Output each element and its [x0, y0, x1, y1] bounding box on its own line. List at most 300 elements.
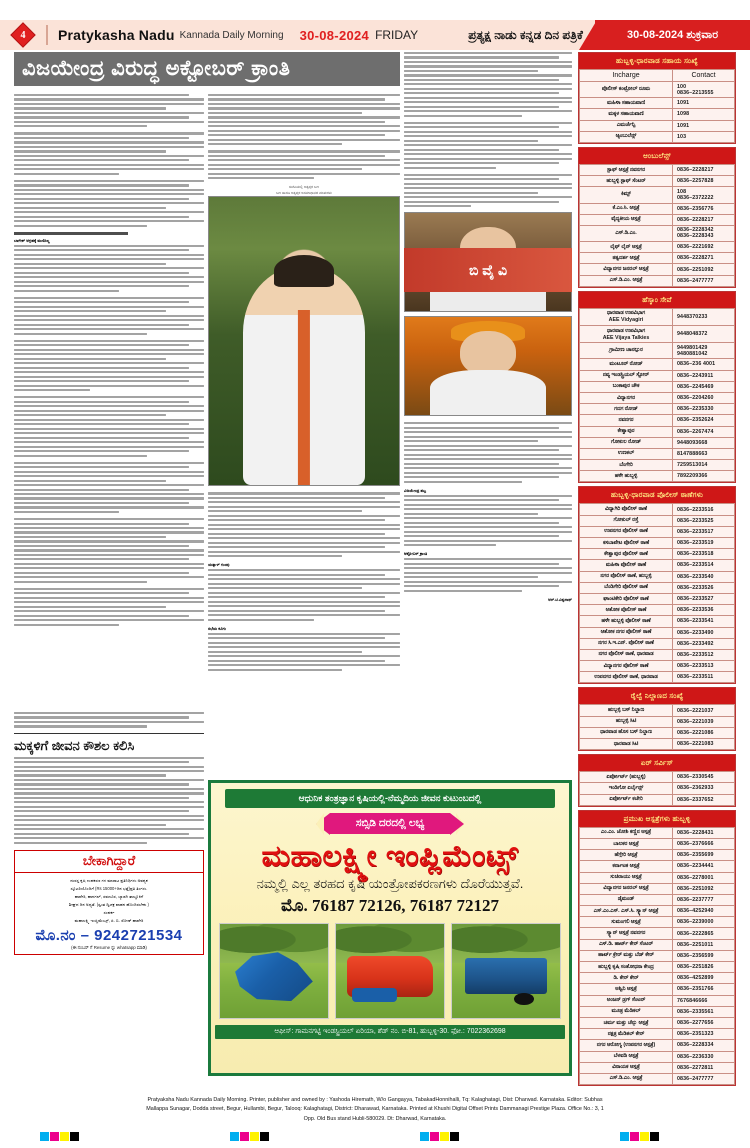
directory-entry-number[interactable]: 0836–2277656: [673, 1017, 735, 1028]
ad-description: ನಮ್ಮಲ್ಲಿ ಎಲ್ಲ ತರಹದ ಕೃಷಿ ಯಂತ್ರೋಪಕರಣಗಳು ದೊರೆಯುತ್ತವೆ.: [256, 876, 524, 891]
body-paragraph: [14, 518, 204, 583]
directory-row: [580, 275, 735, 286]
directory-section-title: ಏರ್ ಸರ್ವಿಸ್: [579, 755, 735, 771]
directory-entry-number[interactable]: 1091: [673, 98, 735, 109]
photo-banner-overlay: ಬಿ ವೈ ವಿ: [404, 248, 572, 292]
page-number: 4: [20, 29, 26, 41]
directory-row: [580, 264, 735, 275]
directory-entry-name: ಡಿ. ಕೇರ್ ಕೇರ್: [580, 973, 673, 984]
directory-entry-name: ಸ್ಟಾಫ್ ಆಸ್ಪತ್ರೆ ನವನಗರ: [580, 164, 673, 175]
paper-title-kannada: ಪ್ರತ್ಯಕ್ಷ ನಾಡು ಕನ್ನಡ ದಿನ ಪತ್ರಿಕೆ: [468, 27, 583, 42]
imprint-line-1: Pratyaksha Nadu Kannada Daily Morning. Printer, publisher and owned by : Yashoda Hiremath, W/o Gangayya, TabakadHonnihalli, Tq: Kalaghatagi, Dist: Dharwad. Karnataka. Editor: Subhas: [147, 1096, 603, 1103]
directory-row: [580, 672, 735, 683]
directory-entry-name: ನಗರ ಆರೋಗ್ಯ (ಉಪನಗರ ಆಸ್ಪತ್ರೆ): [580, 1040, 673, 1051]
directory-entry-number[interactable]: 7259513014: [673, 460, 735, 471]
directory-entry-number[interactable]: 0836–2233514: [673, 560, 735, 571]
directory-section: [578, 687, 736, 751]
body-paragraph: [404, 174, 572, 207]
classified-line-1: ದುರಸ್ತ ಕೃಷಿ ಉಪಕರಣ ಗಳ ಮಾರಾಟ ಪ್ರತಿನಿಧಿಗಳು ಅವಶ್ಯಕ: [70, 877, 148, 883]
directory-row: [580, 661, 735, 672]
photo-caption-top: ಬಿಜೆಪಿಯಲ್ಲಿ ಅತೃಪ್ತರ ಬಣ: [288, 185, 320, 190]
directory-row: [580, 437, 735, 448]
body-paragraph: [14, 245, 204, 292]
directory-entry-name: ಎಸ್.ಡಿ.ಎಂ. ಆಸ್ಪತ್ರೆ: [580, 275, 673, 286]
body-paragraph: [14, 94, 204, 127]
issue-day: FRIDAY: [375, 28, 419, 42]
article-subhead: ಯತ್ನಾಳ್ ಗುಂಪು: [208, 562, 230, 568]
body-paragraph: [208, 492, 400, 557]
directory-entry-number[interactable]: 9448370233: [673, 308, 735, 325]
directory-entry-name: ಬೆಂಗೇರಿ: [580, 460, 673, 471]
ad-subsidy-ribbon: [330, 813, 451, 834]
directory-entry-name: ಚರ್ಮ ಮತ್ತು ಚೆನ್ನು ಆಸ್ಪತ್ರೆ: [580, 1017, 673, 1028]
ad-address-footer: ಆಫೀಸ್: ಗಾಮನಗಟ್ಟಿ ಇಂಡಸ್ಟ್ರಿಯಲ್ ಏರಿಯಾ, ಶೆಡ್ ನಂ. ಬಿ-81, ಹುಬ್ಬಳ್ಳಿ-30. ಫೋ.: 7022362698: [215, 1025, 565, 1039]
column-middle: [208, 94, 400, 676]
body-paragraph: [404, 495, 572, 546]
directory-entry-name: ವಿದ್ಯಾಗಿರಿ ಪೊಲೀಸ್ ಠಾಣೆ: [580, 504, 673, 515]
directory-entry-name: ಅಶ್ವಿನಿ ಆಸ್ಪತ್ರೆ: [580, 984, 673, 995]
body-paragraph: [404, 558, 572, 591]
directory-entry-number[interactable]: 0836–2267474: [673, 426, 735, 437]
directory-table: [579, 308, 735, 483]
directory-row: [580, 82, 735, 98]
directory-section-gap: [578, 1086, 736, 1089]
directory-entry-name: ಮಹಿಳಾ ಪೊಲೀಸ್ ಠಾಣೆ: [580, 560, 673, 571]
directory-entry-number[interactable]: 0836–2251092: [673, 883, 735, 894]
classified-ad-note: (ಈ ನಂಬರ್ ಗೆ Resume ನ್ನು whatsapp ಮಾಡಿ): [71, 944, 147, 950]
directory-row: [580, 973, 735, 984]
directory-entry-name: ನಗರ ಪೊಲೀಸ್ ಠಾಣೆ, ಧಾರವಾಡ: [580, 649, 673, 660]
directory-row: [580, 109, 735, 120]
body-paragraph: [14, 180, 204, 227]
classified-ad-body: [15, 873, 203, 927]
directory-row: [580, 98, 735, 109]
imprint-line-2: Mallappa Sunagar, Dodda street, Begur, Hullambi, Begur, Talooq: Kalaghatagi, District: Dharawad, Karnataka. Printed at Khushi Digital Offset Prints Dammanagi Prestige Plaza. Office No.: 3, 1: [146, 1106, 604, 1113]
directory-entry-number[interactable]: 0836–2221039: [673, 716, 735, 727]
directory-entry-name: ಕಿಮ್ಸ್: [580, 187, 673, 203]
directory-entry-name: ಆಶೋಕ ನಗರ ಪೊಲೀಸ್ ಠಾಣೆ: [580, 627, 673, 638]
directory-entry-name: ಎಮರ್ಜೆನ್ಸಿ: [580, 120, 673, 131]
directory-entry-number[interactable]: 0836–2233516: [673, 504, 735, 515]
directory-entry-name: ವಿದ್ಯಾನಗರ ಜನರಲ್ ಆಸ್ಪತ್ರೆ: [580, 264, 673, 275]
main-advertisement[interactable]: [208, 780, 572, 1076]
directory-entry-name: ಎಂ.ಎಂ. ಜೋಶಿ ಕಣ್ಣಿನ ಆಸ್ಪತ್ರೆ: [580, 827, 673, 838]
directory-entry-number[interactable]: 0836–2257828: [673, 176, 735, 187]
directory-row: [580, 716, 735, 727]
directory-row: [580, 827, 735, 838]
directory-entry-number[interactable]: 0836–2362933: [673, 783, 735, 794]
sidebar-sections: [578, 52, 736, 1089]
directory-entry-number[interactable]: 0836–2221083: [673, 739, 735, 750]
directory-entry-name: ನಗರ ಸಿ.ಇ.ಎನ್. ಪೊಲೀಸ್ ಠಾಣೆ: [580, 638, 673, 649]
directory-entry-number[interactable]: 0836–2239000: [673, 917, 735, 928]
directory-row: [580, 404, 735, 415]
body-paragraph: [14, 340, 204, 391]
lead-photo-tertiary: [404, 316, 572, 416]
directory-entry-name: ಗದಗ ರೋಡ್: [580, 404, 673, 415]
directory-row: [580, 605, 735, 616]
directory-entry-name: ಹೆಗ್ಗೇರಿ ಆಸ್ಪತ್ರೆ: [580, 850, 673, 861]
directory-entry-name: ಸುಚಿರಾಯು ಆಸ್ಪತ್ರೆ: [580, 872, 673, 883]
directory-entry-number[interactable]: 0836–2233541: [673, 616, 735, 627]
directory-section-title: ಹುಬ್ಬಳ್ಳಿ-ಧಾರವಾಡ ಪೊಲೀಸ್ ಠಾಣೆಗಳು: [579, 487, 735, 503]
directory-entry-number[interactable]: 0836–2237777: [673, 894, 735, 905]
body-paragraph: [14, 588, 204, 626]
directory-entry-number[interactable]: 0836–2278001: [673, 872, 735, 883]
directory-row: [580, 727, 735, 738]
directory-entry-number[interactable]: 0836–2251011: [673, 939, 735, 950]
directory-entry-number[interactable]: 0836–2243911: [673, 370, 735, 381]
directory-row: [580, 225, 735, 241]
article-byline: ಆರ್.ಟಿ.ವಿಶ್ವನಾಥ್: [548, 596, 572, 602]
directory-entry-number[interactable]: 0836–2245469: [673, 381, 735, 392]
ad-product-trailer: [451, 923, 561, 1019]
directory-entry-name: ನಕ್ಷತ್ರ ಮೆಡಿಕಲ್ ಕೇರ್: [580, 1029, 673, 1040]
directory-entry-number[interactable]: 0836–2233519: [673, 538, 735, 549]
article-subhead: ವಿಜಯೇಂದ್ರ ಪಟ್ಟ: [404, 487, 426, 493]
directory-table: [579, 827, 735, 1085]
imprint-line-3: Opp. Old Bus stand Hubli-580029. Dt: Dharwad, Karnataka.: [303, 1115, 447, 1122]
directory-entry-number[interactable]: 0836–2233513: [673, 661, 735, 672]
body-paragraph: [404, 122, 572, 169]
directory-row: [580, 308, 735, 325]
directory-entry-number[interactable]: 103: [673, 131, 735, 142]
directory-entry-number[interactable]: 0836–2233527: [673, 593, 735, 604]
directory-row: [580, 253, 735, 264]
directory-row: [580, 392, 735, 403]
directory-entry-number[interactable]: 7676846666: [673, 995, 735, 1006]
directory-entry-number[interactable]: 0836–2330545: [673, 772, 735, 783]
issue-date: 30-08-2024: [299, 27, 370, 43]
directory-entry-number[interactable]: 9448093668: [673, 437, 735, 448]
directory-entry-number[interactable]: 0836–2335561: [673, 1006, 735, 1017]
directory-entry-number[interactable]: 0836–2228271: [673, 253, 735, 264]
directory-section-title: ರೈಲ್ವೆ ನಿಲ್ದಾಣದ ಸಂಖ್ಯೆ: [579, 688, 735, 704]
directory-entry-number[interactable]: 0836–4252899: [673, 973, 735, 984]
directory-entry-number[interactable]: 0836–236 4001: [673, 359, 735, 370]
directory-entry-number[interactable]: 0836–2233492: [673, 638, 735, 649]
directory-entry-name: ಹಳೇ ಹುಬ್ಬಳ್ಳಿ: [580, 471, 673, 482]
classified-line-3: ಹಾವೇರಿ, ಹಾನಗಲ್, ಸವಣೂರ, ಬ್ಯಾಡಗಿ ತಾಲ್ಲೂಕಿಗೆ: [74, 893, 144, 899]
directory-row: [580, 638, 735, 649]
directory-row: [580, 850, 735, 861]
directory-row: [580, 176, 735, 187]
directory-row: [580, 616, 735, 627]
directory-entry-number[interactable]: 0836–2233536: [673, 605, 735, 616]
directory-entry-name: ನಗರ ಪೊಲೀಸ್ ಠಾಣೆ, ಹುಬ್ಬಳ್ಳಿ: [580, 571, 673, 582]
directory-table: [579, 704, 735, 750]
directory-row: [580, 359, 735, 370]
directory-row: [580, 1062, 735, 1073]
directory-entry-number[interactable]: 0836–2233525: [673, 515, 735, 526]
directory-row: [580, 1017, 735, 1028]
directory-entry-number[interactable]: 0836–2228217: [673, 214, 735, 225]
directory-entry-name: ಎಸ್.ಡಿ.ಎಂ.: [580, 225, 673, 241]
directory-section-title: ಆಂಬುಲೆನ್ಸ್: [579, 148, 735, 164]
directory-row: [580, 515, 735, 526]
directory-row: [580, 343, 735, 359]
directory-row: [580, 772, 735, 783]
directory-entry-name: ಅಶೋಕ ಪೊಲೀಸ್ ಠಾಣೆ: [580, 605, 673, 616]
directory-entry-number[interactable]: 108 0836–2372222: [673, 187, 735, 203]
directory-header-row: [580, 70, 735, 82]
directory-entry-number[interactable]: 0836–2233512: [673, 649, 735, 660]
directory-row: [580, 426, 735, 437]
body-paragraph: [208, 569, 400, 620]
directory-entry-name: ಪೊಲೀಸ್ ಕಂಟ್ರೋಲ್ ರೂಮ: [580, 82, 673, 98]
date-flag-badge: 30-08-2024 ಶುಕ್ರವಾರ: [595, 20, 750, 50]
classified-line-6: ಮಹಾಲಕ್ಷ್ಮಿ ಇಂಪ್ಲಿಮೆಂಟ್ಸ್, ಪಿ. ಬಿ. ರೋಡ್ ಹಾವೇರಿ: [74, 917, 144, 923]
classified-line-2: ಸ್ಕೂಟರಿಯೊಂದಿಗೆ (Rs 15000+ದಿನ ಭತ್ತೆ)ಪ್ರತಿ ತಿಂಗಳು.: [70, 885, 148, 891]
directory-row: [580, 448, 735, 459]
directory-entry-number[interactable]: 9448048372: [673, 326, 735, 343]
directory-entry-number[interactable]: 0836–2236330: [673, 1051, 735, 1062]
directory-entry-number[interactable]: 0836–2351766: [673, 984, 735, 995]
directory-entry-name: ಮಂಟೂರ್ ರೋಡ್: [580, 359, 673, 370]
directory-entry-name: ವಿನಾಯಕ ಆಸ್ಪತ್ರೆ: [580, 1062, 673, 1073]
directory-entry-number[interactable]: 7892209366: [673, 471, 735, 482]
directory-row: [580, 794, 735, 805]
directory-entry-name: ಲೈಫ್ ಲೈನ್ ಆಸ್ಪತ್ರೆ: [580, 242, 673, 253]
classified-ad-phone[interactable]: ಮೊ.ನಂ – 9242721534: [35, 926, 183, 944]
directory-entry-number[interactable]: 0836–2352624: [673, 415, 735, 426]
trailer-machine-icon: [465, 958, 547, 994]
photo-body: [430, 370, 546, 415]
directory-entry-name: ಹಳೇ ಹುಬ್ಬಳ್ಳಿ ಪೊಲೀಸ್ ಠಾಣೆ: [580, 616, 673, 627]
directory-entry-number[interactable]: 1098: [673, 109, 735, 120]
directory-entry-number[interactable]: 0836–2251826: [673, 962, 735, 973]
directory-entry-number[interactable]: 0836–2272811: [673, 1062, 735, 1073]
directory-row: [580, 1040, 735, 1051]
body-paragraph: [14, 132, 204, 174]
directory-entry-name: ಗ್ರಾಮೀಣ ಚಾನಲ್ಪುರ: [580, 343, 673, 359]
directory-section: [578, 810, 736, 1086]
directory-entry-name: ಧಾರವಾಡ ಉಪವಿಭಾಗ AEE Vidyagiri: [580, 308, 673, 325]
page-content: [0, 52, 750, 1082]
directory-entry-number[interactable]: 0836–2233511: [673, 672, 735, 683]
directory-entry-name: ಕೇಶ್ವಾಪುರ: [580, 426, 673, 437]
lead-headline: ವಿಜಯೇಂದ್ರ ವಿರುದ್ಧ ಅಕ್ಟೋಬರ್ ಕ್ರಾಂತಿ: [22, 57, 291, 80]
directory-entry-name: ಉಪನಗರ ಪೊಲೀಸ್ ಠಾಣೆ: [580, 526, 673, 537]
directory-row: [580, 460, 735, 471]
directory-row: [580, 504, 735, 515]
classified-ad-title: ಬೇಕಾಗಿದ್ದಾರೆ: [15, 851, 203, 873]
directory-entry-name: ಏರ್ಪೋರ್ಟ್ ಕಚೇರಿ: [580, 794, 673, 805]
directory-entry-name: ಕೇಶ್ವಾಪುರ ಪೊಲೀಸ್ ಠಾಣೆ: [580, 549, 673, 560]
directory-entry-number[interactable]: 0836–2235330: [673, 404, 735, 415]
directory-entry-name: ಹುಬ್ಬಳ್ಳಿ ಕೃಷಿ ಸಂಶೋಧನಾ ಕೇಂದ್ರ: [580, 962, 673, 973]
directory-entry-number[interactable]: 0836–2251092: [673, 264, 735, 275]
directory-section: [578, 754, 736, 807]
directory-entry-number[interactable]: 0836–2221037: [673, 705, 735, 716]
directory-entry-number[interactable]: 0836–2228431: [673, 827, 735, 838]
article-subhead: ಆಕ್ಟೋಬರ್ ಕ್ರಾಂತಿ: [404, 551, 428, 557]
ribbon-notch-right-icon: [456, 813, 464, 835]
ad-ribbon-wrap: [215, 813, 565, 834]
directory-entry-number[interactable]: 9449801429 9480881042: [673, 343, 735, 359]
directory-section: [578, 291, 736, 484]
column-right-news: [404, 52, 572, 602]
directory-entry-number[interactable]: 0836–2376666: [673, 838, 735, 849]
paper-title: Pratykasha Nadu: [58, 27, 175, 43]
directory-entry-number[interactable]: 0836–2234441: [673, 861, 735, 872]
directory-row: [580, 705, 735, 716]
ribbon-notch-left-icon: [316, 813, 324, 835]
imprint-footer: [0, 1096, 750, 1124]
directory-entry-number[interactable]: 0836–2356599: [673, 950, 735, 961]
ad-product-plough: [219, 923, 329, 1019]
directory-table: [579, 69, 735, 143]
directory-row: [580, 995, 735, 1006]
directory-entry-name: ಕಸಬಾಪೇಟ ಪೊಲೀಸ್ ಠಾಣೆ: [580, 538, 673, 549]
directory-row: [580, 783, 735, 794]
directory-entry-name: ವಿದ್ಯಾನಗರ ಪೊಲೀಸ್ ಠಾಣೆ: [580, 661, 673, 672]
directory-column-header: Incharge: [580, 70, 673, 82]
body-paragraph: [404, 52, 572, 117]
directory-row: [580, 370, 735, 381]
ad-brand-name: ಮಹಾಲಕ್ಷ್ಮೀ ಇಂಪ್ಲಿಮೆಂಟ್ಸ್: [261, 840, 519, 873]
directory-entry-name: ಹುಬ್ಬಳ್ಳಿ ಬಸ್ ನಿಲ್ದಾಣ: [580, 705, 673, 716]
directory-entry-name: ಕರ್ನಾಟಕ ಆಸ್ಪತ್ರೆ: [580, 861, 673, 872]
directory-table: [579, 771, 735, 806]
directory-row: [580, 549, 735, 560]
directory-entry-name: ಕೆ.ಎಂ.ಸಿ. ಆಸ್ಪತ್ರೆ: [580, 203, 673, 214]
directory-entry-name: ಮೂತ್ರ ಮೆಡಿಕಲ್: [580, 1006, 673, 1017]
page-number-diamond-icon: [10, 22, 35, 47]
body-paragraph: [208, 94, 400, 145]
directory-row: [580, 582, 735, 593]
lead-photo-main: [208, 196, 400, 486]
directory-entry-number[interactable]: 0836–2221086: [673, 727, 735, 738]
directory-entry-number[interactable]: 0836–2228342 0836–2228343: [673, 225, 735, 241]
directory-entry-name: ಬೆಂಡಿಗೇರಿ ಪೊಲೀಸ್ ಠಾಣೆ: [580, 582, 673, 593]
directory-section: [578, 486, 736, 684]
directory-row: [580, 838, 735, 849]
photo-subject-body: [243, 267, 365, 486]
directory-entry-number[interactable]: 0836–2355699: [673, 850, 735, 861]
directory-row: [580, 381, 735, 392]
directory-entry-number[interactable]: 0836–2356776: [673, 203, 735, 214]
directory-row: [580, 526, 735, 537]
directory-entry-number[interactable]: 0836–2233517: [673, 526, 735, 537]
directory-entry-number[interactable]: 0836–2204260: [673, 392, 735, 403]
ad-phone-numbers[interactable]: ಮೊ. 76187 72126, 76187 72127: [281, 896, 499, 915]
classified-ad: [14, 850, 204, 955]
directory-entry-number[interactable]: 0836–2233518: [673, 549, 735, 560]
directory-entry-name: ಡೈಮಂಡ್: [580, 894, 673, 905]
directory-row: [580, 131, 735, 142]
directory-row: [580, 739, 735, 750]
directory-entry-name: ಧಾರವಾಡ ಹೊಸ ಬಸ್ ನಿಲ್ದಾಣ: [580, 727, 673, 738]
body-paragraph: [14, 712, 204, 728]
directory-row: [580, 571, 735, 582]
directory-entry-name: ಬಂಕಾಪುರ ಚೌಕ: [580, 381, 673, 392]
directory-entry-number[interactable]: 0836–2222865: [673, 928, 735, 939]
body-paragraph: [14, 462, 204, 513]
directory-entry-number[interactable]: 0836–2233526: [673, 582, 735, 593]
article-subhead: ಸಭೆಯ ಕೂಗು: [208, 625, 227, 631]
directory-entry-name: ಮಕ್ಕಳ ಸಹಾಯವಾಣಿ: [580, 109, 673, 120]
directory-entry-name: ಎಸ್.ಡಿ.ಎಂ. ಆಸ್ಪತ್ರೆ: [580, 1073, 673, 1084]
directory-entry-number[interactable]: 100 0836–2213555: [673, 82, 735, 98]
directory-entry-name: ಮಹಿಳಾ ಸಹಾಯವಾಣಿ: [580, 98, 673, 109]
directory-row: [580, 1051, 735, 1062]
directory-section: [578, 52, 736, 144]
directory-entry-name: ಉಣಕಲ್: [580, 448, 673, 459]
directory-entry-number[interactable]: 0836–2337652: [673, 794, 735, 805]
ad-ribbon-text: ಸಬ್ಸಿಡಿ ದರದಲ್ಲಿ ಲಭ್ಯ: [355, 817, 425, 829]
paper-subtitle: Kannada Daily Morning: [179, 29, 284, 41]
directory-entry-name: ನವನಗರ: [580, 415, 673, 426]
body-paragraph: [14, 757, 204, 844]
directory-entry-name: ವೈದ್ಯಕೀಯ ಆಸ್ಪತ್ರೆ: [580, 214, 673, 225]
directory-entry-name: ಬಾಲಕರ ಆಸ್ಪತ್ರೆ: [580, 838, 673, 849]
directory-entry-number[interactable]: 0836–2233490: [673, 627, 735, 638]
rotavator-machine-icon: [347, 956, 433, 997]
directory-row: [580, 187, 735, 203]
masthead: [0, 20, 750, 50]
directory-entry-number[interactable]: 0836–2477777: [673, 275, 735, 286]
directory-entry-number[interactable]: 0836–2221692: [673, 242, 735, 253]
directory-entry-number[interactable]: 0836–2228217: [673, 164, 735, 175]
directory-row: [580, 883, 735, 894]
directory-entry-number[interactable]: 0836–2477777: [673, 1073, 735, 1084]
directory-row: [580, 894, 735, 905]
directory-section-title: ಪ್ರಮುಖ ಆಸ್ಪತ್ರೆಗಳು ಹುಬ್ಬಳ್ಳಿ: [579, 811, 735, 827]
directory-entry-name: ಘಾಂಟಿಕೇರಿ ಪೊಲೀಸ್ ಠಾಣೆ: [580, 593, 673, 604]
directory-row: [580, 164, 735, 175]
directory-row: [580, 1029, 735, 1040]
directory-row: [580, 471, 735, 482]
directory-entry-number[interactable]: 0836–2233540: [673, 571, 735, 582]
directory-row: [580, 538, 735, 549]
directory-entry-name: ಅಂಜನ್ ಡ್ರಗ್ ಸೆಂಟರ್: [580, 995, 673, 1006]
directory-section: [578, 147, 736, 288]
directory-entry-number[interactable]: 1091: [673, 120, 735, 131]
directory-row: [580, 326, 735, 343]
directory-entry-number[interactable]: 8147888663: [673, 448, 735, 459]
directory-entry-name: ಗೋಕುಲ್ ರಸ್ತೆ: [580, 515, 673, 526]
directory-row: [580, 593, 735, 604]
directory-row: [580, 214, 735, 225]
directory-column-header: Contact: [673, 70, 735, 82]
directory-row: [580, 1006, 735, 1017]
directory-row: [580, 415, 735, 426]
directory-table: [579, 503, 735, 683]
directory-row: [580, 649, 735, 660]
directory-entry-name: ತತ್ವದರ್ಶ ಆಸ್ಪತ್ರೆ: [580, 253, 673, 264]
directory-entry-name: ಸುಮಂಗಲಿ ಆಸ್ಪತ್ರೆ: [580, 917, 673, 928]
body-paragraph: [14, 297, 204, 335]
directory-table: [579, 164, 735, 287]
directory-entry-name: ಎಸ್.ಎಂ.ಎಸ್. ಎಸ್.ಸಿ. ಸ್ಕ್ಯಾನ್ ಆಸ್ಪತ್ರೆ: [580, 906, 673, 917]
directory-row: [580, 1073, 735, 1084]
ad-tagline: ಆಧುನಿಕ ತಂತ್ರಜ್ಞಾನ ಕೃಷಿಯಲ್ಲಿ-ನೆಮ್ಮದಿಯ ಜೀವನ ಕುಟುಂಬದಲ್ಲಿ: [225, 789, 555, 808]
directory-entry-number[interactable]: 0836–2228334: [673, 1040, 735, 1051]
subhead-rule: [14, 232, 128, 235]
directory-section-title: ಹೆಸ್ಕಾಂ ಸೇವೆ: [579, 292, 735, 308]
directory-entry-number[interactable]: 0836–4252940: [673, 906, 735, 917]
body-paragraph: [404, 422, 572, 482]
directory-entry-number[interactable]: 0836–2351323: [673, 1029, 735, 1040]
directory-row: [580, 950, 735, 961]
directory-row: [580, 560, 735, 571]
directory-row: [580, 203, 735, 214]
directory-row: [580, 120, 735, 131]
directory-row: [580, 939, 735, 950]
directory-entry-name: ಎಸ್.ಡಿ. ಹಾರ್ಟ್ ಕೇರ್ ಸೆಂಟರ್: [580, 939, 673, 950]
directory-row: [580, 962, 735, 973]
